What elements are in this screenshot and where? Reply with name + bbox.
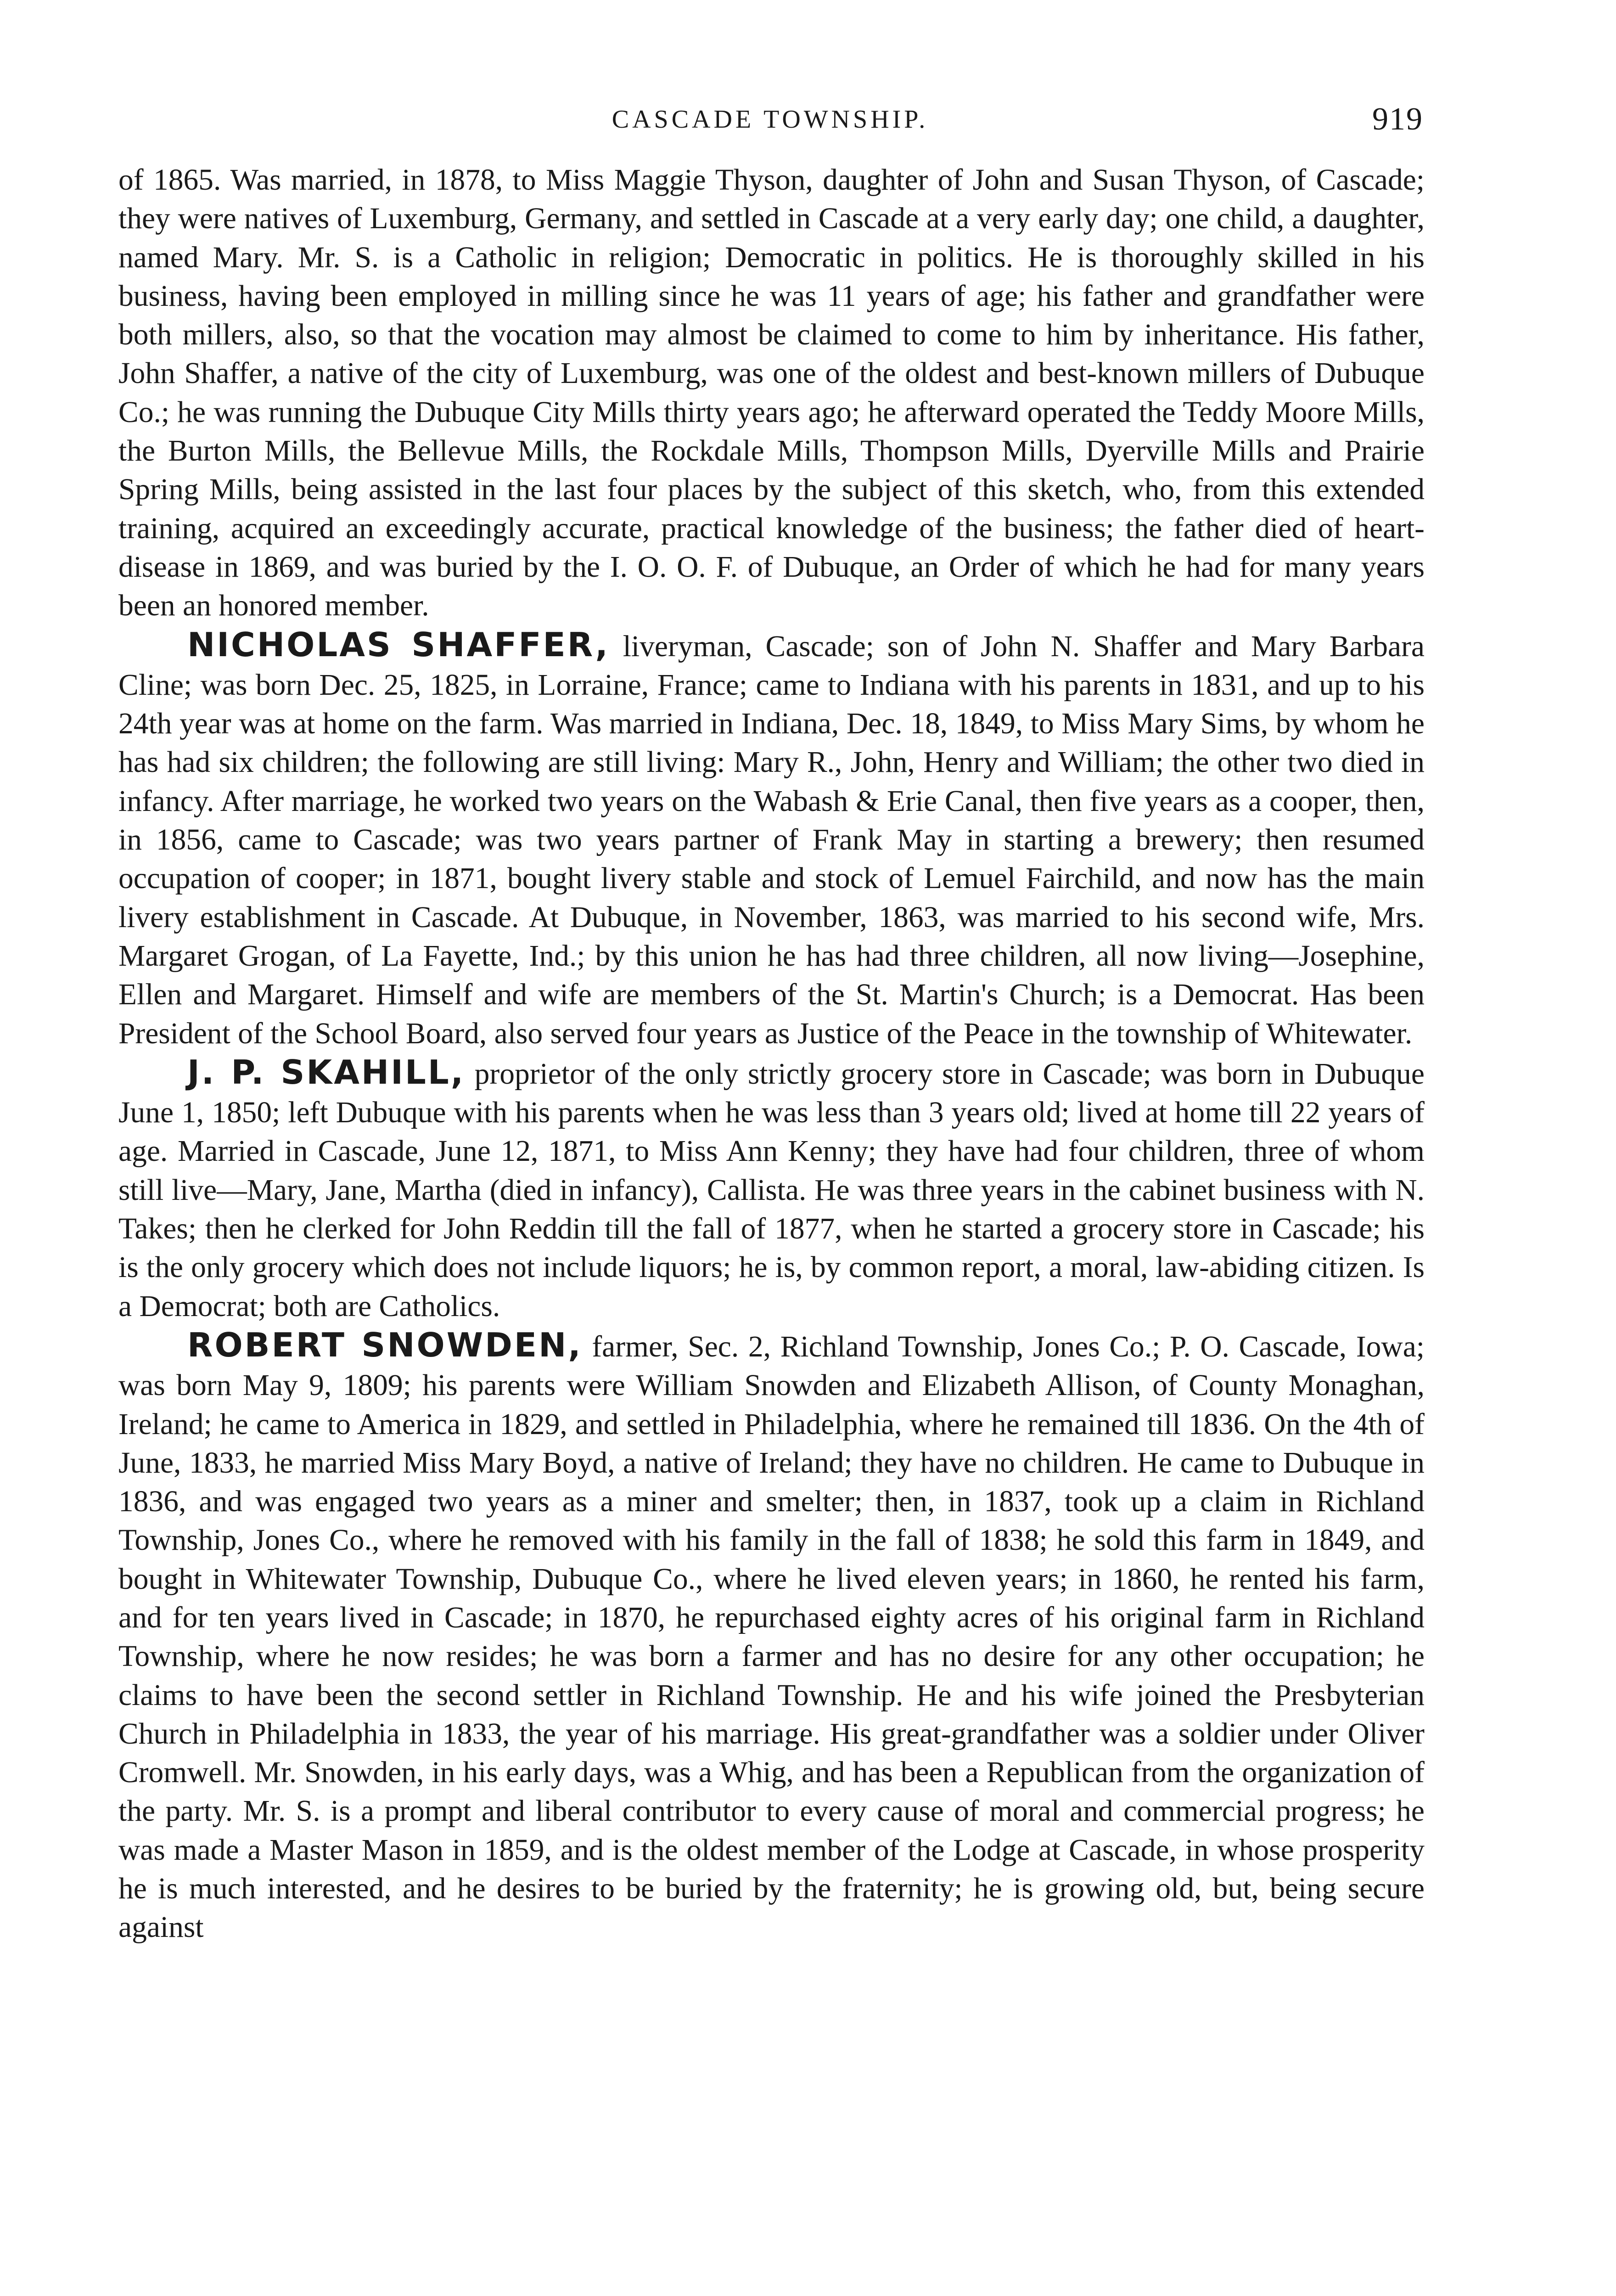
entry-text: proprietor of the only strictly grocery store in Cascade; was born in Dubuque June 1, 1850; left Dubuque with his parents when he was less than 3 years old; lived at home till 22 years of age. Married in Cascade, June 12, 1871, to Miss Ann Kenny; they have had four children, three of whom still live—Mary, Jane, Martha (died in infancy), Callista. He was three years in the cabinet business with N. Takes; then he clerked for John Reddin till the fall of 1877, when he started a grocery store in Cascade; his is the only grocery which does not include liquors; he is, by common report, a moral, law-abiding citizen. Is a Democrat; both are Catholics. xyxy=(118,1057,1425,1323)
running-head xyxy=(117,94,1423,145)
running-title: CASCADE TOWNSHIP. xyxy=(612,105,929,134)
body-text xyxy=(118,161,1425,1947)
entry-text: liveryman, Cascade; son of John N. Shaffer and Mary Barbara Cline; was born Dec. 25, 1825, in Lorraine, France; came to Indiana with his parents in 1831, and up to his 24th year was at home on the farm. Was married in Indiana, Dec. 18, 1849, to Miss Mary Sims, by whom he has had six children; the following are still living: Mary R., John, Henry and William; the other two died in infancy. After marriage, he worked two years on the Wabash & Erie Canal, then five years as a cooper, then, in 1856, came to Cascade; was two years partner of Frank May in starting a brewery; then resumed occupation of cooper; in 1871, bought livery stable and stock of Lemuel Fairchild, and now has the main livery establishment in Cascade. At Dubuque, in November, 1863, was married to his second wife, Mrs. Margaret Grogan, of La Fayette, Ind.; by this union he has had three children, all now living—Josephine, Ellen and Margaret. Himself and wife are members of the St. Martin's Church; is a Democrat. Has been President of the School Board, also served four years as Justice of the Peace in the township of Whitewater. xyxy=(118,630,1425,1050)
entry-nicholas-shaffer xyxy=(118,625,1425,1053)
entry-name: J. P. SKAHILL, xyxy=(187,1052,466,1092)
entry-robert-snowden xyxy=(118,1326,1425,1947)
entry-j-p-skahill xyxy=(118,1053,1425,1326)
page-number: 919 xyxy=(1372,101,1423,137)
paragraph-continuation: of 1865. Was married, in 1878, to Miss Maggie Thyson, daughter of John and Susan Thyson, of Cascade; they were natives of Luxemburg, Germany, and settled in Cascade at a very early day; one child, a daughter, named Mary. Mr. S. is a Catholic in religion; Democratic in politics. He is thoroughly skilled in his business, having been employed in milling since he was 11 years of age; his father and grandfather were both millers, also, so that the vocation may almost be claimed to come to him by inheritance. His father, John Shaffer, a native of the city of Luxemburg, was one of the oldest and best-known millers of Dubuque Co.; he was running the Dubuque City Mills thirty years ago; he afterward operated the Teddy Moore Mills, the Burton Mills, the Bellevue Mills, the Rockdale Mills, Thompson Mills, Dyerville Mills and Prairie Spring Mills, being assisted in the last four places by the subject of this sketch, who, from this extended training, acquired an exceedingly accurate, practical knowledge of the business; the father died of heart-disease in 1869, and was buried by the I. O. O. F. of Dubuque, an Order of which he had for many years been an honored member. xyxy=(118,163,1425,623)
entry-name: ROBERT SNOWDEN, xyxy=(187,1325,583,1364)
entry-text: farmer, Sec. 2, Richland Township, Jones Co.; P. O. Cascade, Iowa; was born May 9, 1809; his parents were William Snowden and Elizabeth Allison, of County Monaghan, Ireland; he came to America in 1829, and settled in Philadelphia, where he remained till 1836. On the 4th of June, 1833, he married Miss Mary Boyd, a native of Ireland; they have no children. He came to Dubuque in 1836, and was engaged two years as a miner and smelter; then, in 1837, took up a claim in Richland Township, Jones Co., where he removed with his family in the fall of 1838; he sold this farm in 1849, and bought in Whitewater Township, Dubuque Co., where he lived eleven years; in 1860, he rented his farm, and for ten years lived in Cascade; in 1870, he repurchased eighty acres of his original farm in Richland Township, where he now resides; he was born a farmer and has no desire for any other occupation; he claims to have been the second settler in Richland Township. He and his wife joined the Presbyterian Church in Philadelphia in 1833, the year of his marriage. His great-grandfather was a soldier under Oliver Cromwell. Mr. Snowden, in his early days, was a Whig, and has been a Republican from the organization of the party. Mr. S. is a prompt and liberal contributor to every cause of moral and commercial progress; he was made a Master Mason in 1859, and is the oldest member of the Lodge at Cascade, in whose prosperity he is much interested, and he desires to be buried by the fraternity; he is growing old, but, being secure against xyxy=(118,1330,1425,1944)
entry-name: NICHOLAS SHAFFER, xyxy=(187,625,610,664)
